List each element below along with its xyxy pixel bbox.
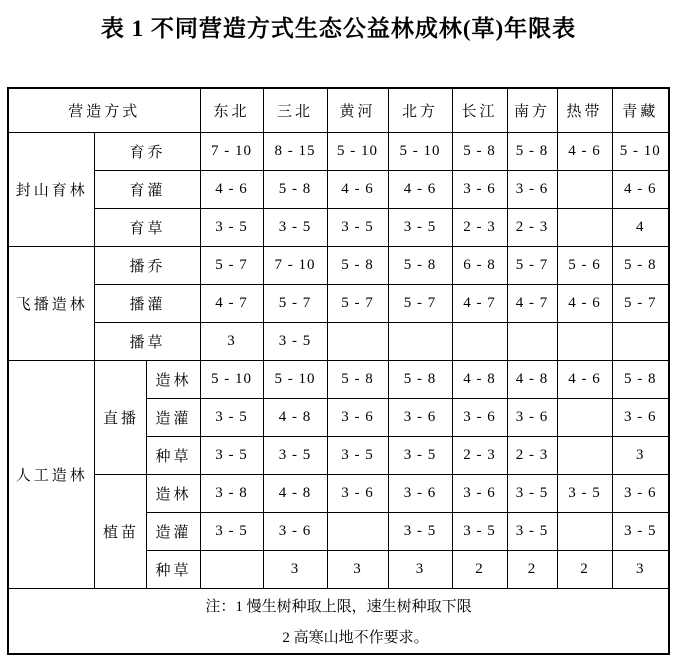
value-cell: 3 - 5 [507,512,557,550]
value-cell: 3 [327,550,388,588]
value-cell: 5 - 7 [263,284,327,322]
value-cell: 3 - 6 [452,398,507,436]
value-cell: 3 [263,550,327,588]
value-cell: 3 - 5 [507,474,557,512]
value-cell: 5 - 8 [263,170,327,208]
value-cell [388,322,452,360]
value-cell: 8 - 15 [263,132,327,170]
value-cell: 3 - 5 [327,436,388,474]
value-cell: 5 - 8 [452,132,507,170]
value-cell: 3 [200,322,263,360]
table-row [8,322,669,360]
value-cell: 5 - 8 [388,246,452,284]
value-cell: 3 - 5 [388,436,452,474]
method-cell: 育乔 [95,132,200,170]
method-cell: 育灌 [95,170,200,208]
value-cell: 4 - 8 [263,474,327,512]
value-cell: 5 - 10 [612,132,669,170]
table-row [8,246,669,284]
value-cell: 7 - 10 [263,246,327,284]
header-method: 营造方式 [8,88,200,132]
value-cell: 4 - 6 [557,284,612,322]
value-cell: 5 - 10 [388,132,452,170]
value-cell: 2 [452,550,507,588]
notes-row [8,588,669,654]
value-cell: 4 - 7 [507,284,557,322]
value-cell: 3 - 8 [200,474,263,512]
value-cell: 3 - 5 [200,436,263,474]
value-cell: 5 - 7 [612,284,669,322]
value-cell [557,322,612,360]
table-title: 表 1 不同营造方式生态公益林成林(草)年限表 [100,16,577,41]
header-region-south: 南方 [507,88,557,132]
value-cell [452,322,507,360]
value-cell: 3 - 5 [388,512,452,550]
value-cell [557,512,612,550]
value-cell: 5 - 8 [507,132,557,170]
value-cell: 5 - 7 [327,284,388,322]
value-cell: 4 - 7 [200,284,263,322]
method-cell: 播灌 [95,284,200,322]
value-cell: 6 - 8 [452,246,507,284]
subgroup-cell-direct-seeding: 直播 [95,360,147,474]
method-cell: 造灌 [147,512,200,550]
value-cell: 4 - 8 [452,360,507,398]
value-cell: 2 [507,550,557,588]
value-cell: 3 - 5 [200,208,263,246]
method-cell: 造林 [147,360,200,398]
group-cell-mountain-closure: 封山育林 [8,132,95,246]
table-row [8,170,669,208]
note-line-1: 注：1 慢生树种取上限，速生树种取下限 [205,598,472,615]
table-row [8,208,669,246]
header-region-tropical: 热带 [557,88,612,132]
group-cell-artificial: 人工造林 [8,360,95,588]
value-cell [612,322,669,360]
header-region-qingzang: 青藏 [612,88,669,132]
value-cell: 3 - 6 [327,398,388,436]
table-header-row [8,88,669,132]
value-cell: 4 - 6 [557,360,612,398]
value-cell: 3 - 5 [327,208,388,246]
value-cell: 4 [612,208,669,246]
value-cell: 3 - 6 [452,170,507,208]
value-cell: 4 - 6 [557,132,612,170]
notes-cell [8,588,669,654]
table-row [8,132,669,170]
note-line-2: 2 高寒山地不作要求。 [282,629,429,646]
value-cell: 3 [612,550,669,588]
value-cell: 3 - 5 [557,474,612,512]
table-row [8,474,669,512]
header-region-north: 北方 [388,88,452,132]
value-cell: 3 [612,436,669,474]
value-cell: 3 - 6 [507,170,557,208]
header-region-threenorth: 三北 [263,88,327,132]
value-cell: 5 - 8 [327,246,388,284]
value-cell: 4 - 6 [200,170,263,208]
value-cell [557,170,612,208]
value-cell: 5 - 8 [388,360,452,398]
header-region-yellowriver: 黄河 [327,88,388,132]
value-cell [327,322,388,360]
value-cell [507,322,557,360]
value-cell: 5 - 8 [327,360,388,398]
value-cell: 3 - 6 [612,398,669,436]
value-cell: 2 - 3 [452,208,507,246]
method-cell: 种草 [147,550,200,588]
value-cell: 3 - 5 [263,436,327,474]
value-cell: 3 - 6 [388,398,452,436]
value-cell: 3 - 5 [452,512,507,550]
value-cell: 3 - 5 [200,398,263,436]
value-cell: 5 - 10 [200,360,263,398]
value-cell: 2 [557,550,612,588]
value-cell: 3 - 5 [263,322,327,360]
method-cell: 造灌 [147,398,200,436]
afforestation-years-table [7,87,670,655]
value-cell: 7 - 10 [200,132,263,170]
subgroup-cell-seedling-planting: 植苗 [95,474,147,588]
value-cell: 2 - 3 [452,436,507,474]
table-row [8,284,669,322]
value-cell: 4 - 6 [327,170,388,208]
value-cell: 5 - 8 [612,360,669,398]
value-cell: 4 - 6 [612,170,669,208]
header-region-northeast: 东北 [200,88,263,132]
value-cell: 3 - 6 [507,398,557,436]
method-cell: 播乔 [95,246,200,284]
value-cell [200,550,263,588]
value-cell: 3 - 6 [388,474,452,512]
method-cell: 播草 [95,322,200,360]
value-cell: 4 - 6 [388,170,452,208]
value-cell: 3 - 6 [452,474,507,512]
value-cell: 3 [388,550,452,588]
value-cell [557,436,612,474]
value-cell: 2 - 3 [507,436,557,474]
value-cell: 2 - 3 [507,208,557,246]
value-cell: 5 - 7 [200,246,263,284]
value-cell: 5 - 10 [263,360,327,398]
value-cell: 4 - 7 [452,284,507,322]
value-cell: 5 - 7 [388,284,452,322]
value-cell: 3 - 5 [200,512,263,550]
value-cell [557,208,612,246]
value-cell: 4 - 8 [263,398,327,436]
value-cell: 3 - 5 [263,208,327,246]
value-cell: 3 - 6 [263,512,327,550]
table-row [8,360,669,398]
method-cell: 造林 [147,474,200,512]
value-cell: 3 - 5 [388,208,452,246]
value-cell: 5 - 10 [327,132,388,170]
group-cell-aerial-seeding: 飞播造林 [8,246,95,360]
value-cell: 3 - 5 [612,512,669,550]
header-region-yangtze: 长江 [452,88,507,132]
value-cell: 4 - 8 [507,360,557,398]
value-cell: 3 - 6 [612,474,669,512]
value-cell: 3 - 6 [327,474,388,512]
value-cell: 5 - 6 [557,246,612,284]
value-cell [327,512,388,550]
value-cell: 5 - 8 [612,246,669,284]
value-cell: 5 - 7 [507,246,557,284]
value-cell [557,398,612,436]
method-cell: 种草 [147,436,200,474]
method-cell: 育草 [95,208,200,246]
